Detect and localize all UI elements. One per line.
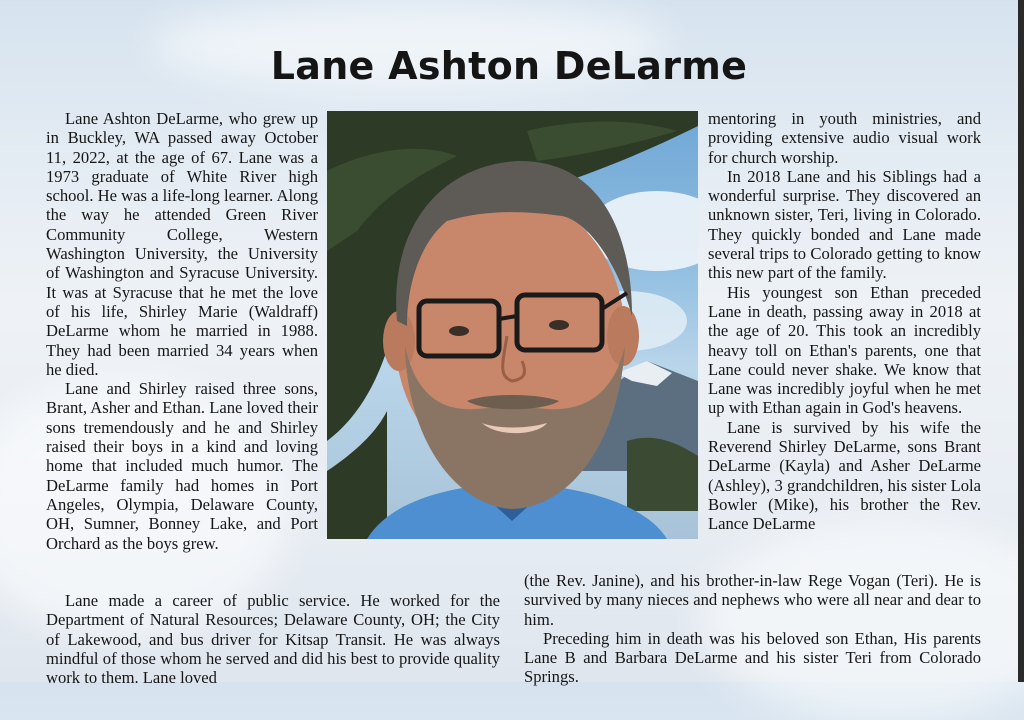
bottom-right-column bbox=[524, 571, 981, 687]
paragraph-family: Lane and Shirley raised three sons, Brant, Asher and Ethan. Lane loved their sons tremendously and he and Shirley raised their boys in a kind and loving home that included much humor. The DeLarme family had homes in Port Angeles, Olympia, Delaware County, OH, Sumner, Bonney Lake, and Port Orchard as the boys grew. bbox=[46, 379, 318, 553]
paragraph-survivors-continued: (the Rev. Janine), and his brother-in-law Rege Vogan (Teri). He is survived by many nieces and nephews who were all near and dear to him. bbox=[524, 571, 981, 629]
paragraph-siblings: In 2018 Lane and his Siblings had a wonderful surprise. They discovered an unknown sister, Teri, living in Colorado. They quickly bonded and Lane made several trips to Colorado getting to know this new part of the family. bbox=[708, 166, 981, 283]
frame-edge bbox=[1018, 0, 1024, 682]
paragraph-career: Lane made a career of public service. He worked for the Department of Natural Resources; Delaware County, OH; the City of Lakewood, and bus driver for Kitsap Transit. He was always mindful of those whom he served and did his best to provide quality work to them. Lane loved bbox=[46, 591, 500, 688]
paragraph-preceded: Preceding him in death was his beloved son Ethan, His parents Lane B and Barbara DeLarme and his sister Teri from Colorado Springs. bbox=[524, 628, 981, 687]
left-column bbox=[46, 109, 318, 553]
paragraph-survivors: Lane is survived by his wife the Reverend Shirley DeLarme, sons Brant DeLarme (Kayla) and Asher DeLarme (Ashley), 3 grandchildren, his sister Lola Bowler (Mike), his brother the Rev. Lance DeLarme bbox=[708, 417, 981, 534]
right-column bbox=[708, 109, 981, 534]
portrait-illustration bbox=[327, 111, 698, 539]
bottom-left-column bbox=[46, 591, 500, 687]
paragraph-ethan: His youngest son Ethan preceded Lane in death, passing away in 2018 at the age of 20. This took an incredibly heavy toll on Ethan's parents, one that Lane could never shake. We know that Lane was incredibly joyful when he met up with Ethan again in God's heavens. bbox=[708, 282, 981, 418]
paragraph-ministry-continued: mentoring in youth ministries, and providing extensive audio visual work for church worship. bbox=[708, 109, 981, 167]
obituary-title: Lane Ashton DeLarme bbox=[270, 44, 748, 88]
paragraph-early-life: Lane Ashton DeLarme, who grew up in Buckley, WA passed away October 11, 2022, at the age of 67. Lane was a 1973 graduate of White River high school. He was a life-long learner. Along the way he attended Green River Community College, Western Washington University, the University of Washington and Syracuse University. It was at Syracuse that he met the love of his life, Shirley Marie (Waldraff) DeLarme whom he married in 1988. They had been married 34 years when he died. bbox=[46, 109, 318, 379]
portrait-photo bbox=[327, 111, 698, 539]
